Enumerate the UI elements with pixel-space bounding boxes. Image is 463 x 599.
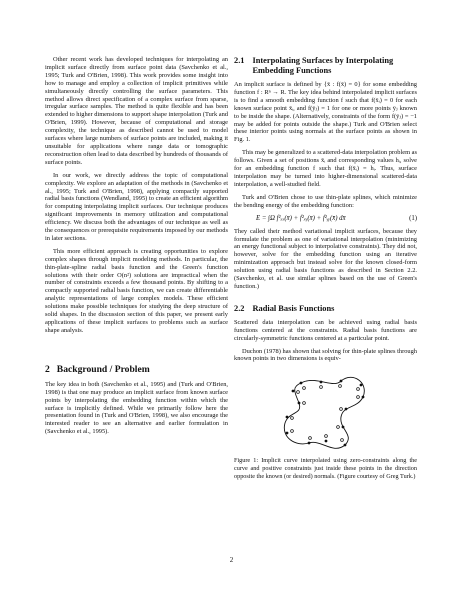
section-2-1-number: 2.1	[234, 56, 245, 65]
equation-1-number: (1)	[409, 214, 417, 222]
page-number: 2	[229, 556, 234, 564]
section-2-number: 2	[45, 363, 50, 375]
section-2-1-paragraph-3: Turk and O'Brien chose to use thin-plate splines, which minimize the bending energy of the embedding function:	[234, 193, 417, 209]
section-2-paragraph: The key idea in both (Savchenko et al., 1995) and (Turk and O'Brien, 1998) is that one may produce an implicit surface from known surface points by interpolating the embedding function within which the surface is implicitly defined. While we primarily follow here the presentation found in (Turk and O'Brien, 1998), we also encourage the interested reader to see an alternative and earlier formulation in (Savchenko et al., 1995).	[45, 380, 228, 436]
figure-1	[234, 369, 417, 453]
section-2-2-paragraph-2: Duchon (1978) has shown that solving for thin-plate splines through known points in two dimensions is equiv-	[234, 347, 417, 363]
equation-1-body: E = ∫Ω f²ₓₓ(x̄) + f²ₓᵧ(x̄) + f²ᵧᵧ(x̄) dx̄	[256, 214, 346, 222]
equation-1	[234, 215, 417, 222]
section-2-1-paragraph-2: This may be generalized to a scattered-data interpolation problem as follows. Given a set of positions x̄ᵢ and corresponding values hᵢ, solve for an embedding function f such that f(x̄ᵢ) = hᵢ. Thus, surface interpolation may be turned into higher-dimensional scattered-data interpolation, a well-studied field.	[234, 149, 417, 188]
section-2-1-title-line-2: Embedding Functions	[252, 66, 332, 75]
left-column	[45, 56, 228, 441]
interior-constraint-points	[290, 385, 359, 442]
left-paragraph-2: In our work, we directly address the topic of computational complexity. We explore an adaptation of the methods in (Savchenko et al., 1995; Turk and O'Brien, 1998), applying compactly supported radial basis functions (Wendland, 1995) to create an efficient algorithm for computing interpolating implicit surfaces. Our technique produces significant improvements in memory utilization and computational efficiency. We discuss both the advantages of our technique as well as the consequences or prerequisite requirements imposed by our methods in later sections.	[45, 171, 228, 242]
right-column	[234, 56, 417, 480]
implicit-curve-figure	[271, 369, 381, 453]
section-2-2-heading	[234, 304, 417, 314]
section-2-2-paragraph-1: Scattered data interpolation can be achieved using radial basis functions centered at the constraints. Radial basis functions are circularly-symmetric functions centered at a particular point.	[234, 318, 417, 342]
section-2-1-heading	[234, 56, 417, 76]
section-2-1-title-line-1: Interpolating Surfaces by Interpolating	[252, 56, 394, 65]
section-gap	[45, 340, 228, 364]
figure-1-caption: Figure 1: Implicit curve interpolated using zero-constraints along the curve and positive constraints just inside these points in the direction opposite the known (or desired) normals. (Figure courtesy of Greg Turk.)	[234, 457, 417, 480]
left-paragraph-1: Other recent work has developed techniques for interpolating an implicit surface directly from surface point data (Savchenko et al., 1995; Turk and O'Brien, 1998). This work provides some insight into how to manage and employ a collection of implicit primitives while simultaneously directly controlling the surface parameters. This method allows direct specification of a complex surface from sparse, irregular surface samples. The method is quite flexible and has been extended to higher dimensions to support shape interpolation (Turk and O'Brien, 1999). However, because of computational and storage complexity, the technique as described cannot be used to model surfaces where large numbers of surface points are included, making it unsuitable for applications where range data or tomographic reconstruction often lead to data described by hundreds of thousands of surface points.	[45, 56, 228, 166]
left-paragraph-3: This more efficient approach is creating opportunities to explore complex shapes through implicit modeling methods. In particular, the thin-plate-spline radial basis function and the Green's function solutions with their order O(n²) solutions are impractical when the number of constraints exceeds a few thousand points. By shifting to a compactly supported radial basis function, we can create differentiable analytic representations of large complex models. These efficient solutions make possible techniques for studying the deep structure of solid shapes. In the discussion section of this paper, we present early applications of these implicit surfaces to problems such as surface shape analysis.	[45, 247, 228, 334]
section-2-2-title: Radial Basis Functions	[252, 303, 335, 313]
implicit-curve	[284, 378, 364, 449]
section-2-1-paragraph-4: They called their method variational implicit surfaces, because they formulate the problem as one of variational interpolation (minimizing an energy functional subject to interpolative constraints). They did not, however, solve for the embedding function using an iterative minimization approach but instead solve for the known closed-form solution using radial basis functions as described in Section 2.2. (Savchenko, et al. use similar splines based on the use of Green's function.)	[234, 227, 417, 290]
section-2-heading	[45, 364, 228, 375]
section-2-2-number: 2.2	[234, 303, 245, 313]
section-2-1-paragraph-1: An implicit surface is defined by {x̄ : f(x̄) = 0} for some embedding function f : Rⁿ → R. The key idea behind interpolated implicit surfaces is to find a smooth embedding function f such that f(x̄ᵢ) = 0 for each known surface point x̄ᵢ, and f(ȳⱼ) = 1 for one or more points ȳⱼ known to be inside the shape. (Alternatively, constraints of the form f(ȳⱼ) = −1 may be added for points outside the shape.) Turk and O'Brien select these interior points using normals at the surface points as shown in Fig. 1.	[234, 81, 417, 144]
section-2-title: Background / Problem	[56, 363, 150, 375]
